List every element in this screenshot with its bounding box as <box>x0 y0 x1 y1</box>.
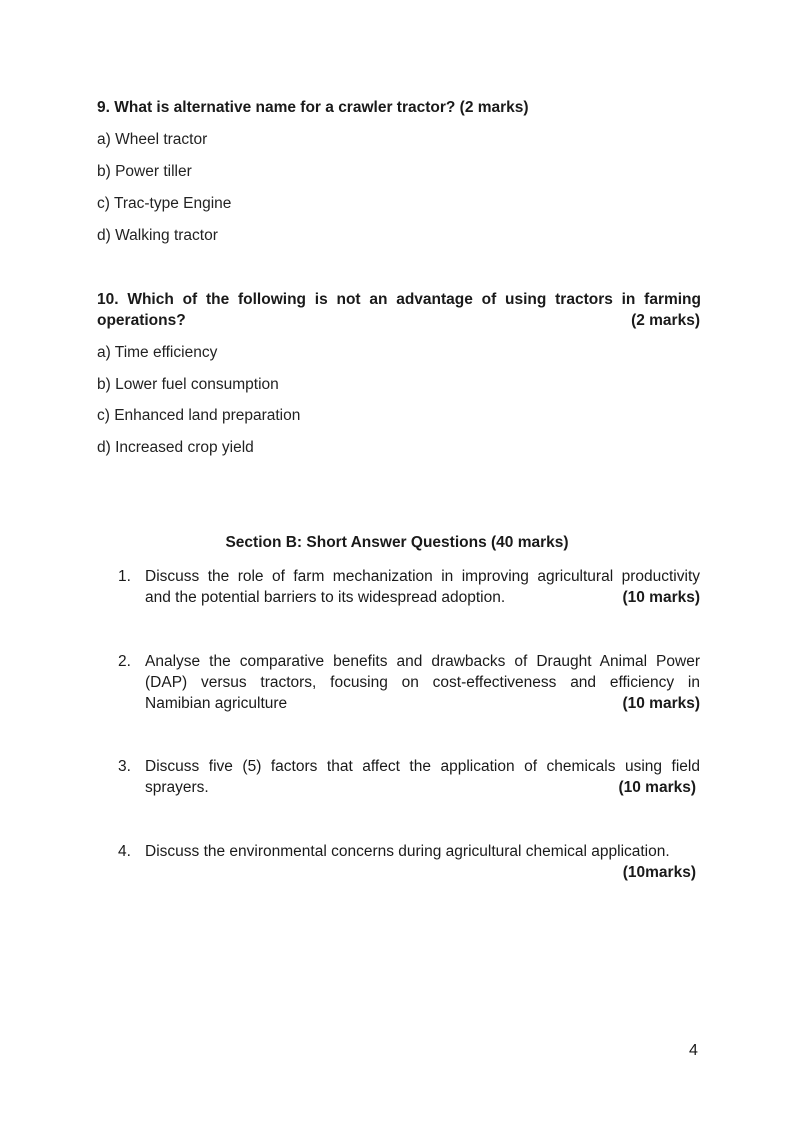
question-text-line1: Discuss five (5) factors that affect the application of chemicals using field <box>145 758 700 775</box>
question-10-option-b: b) Lower fuel consumption <box>97 376 279 393</box>
short-answer-question-1 <box>118 566 700 608</box>
question-10-option-a: a) Time efficiency <box>97 344 218 361</box>
question-marks: (10 marks) <box>618 779 696 796</box>
short-answer-question-3 <box>118 756 700 798</box>
question-10-title-line1: 10. Which of the following is not an advantage of using tractors in farming <box>97 291 701 308</box>
question-text: Namibian agriculture <box>145 695 288 712</box>
question-text: and the potential barriers to its widespread adoption. <box>145 589 506 606</box>
question-9-option-c: c) Trac-type Engine <box>97 195 232 212</box>
question-text-line2 <box>145 777 696 798</box>
question-9-title: 9. What is alternative name for a crawler tractor? (2 marks) <box>97 99 529 116</box>
question-text-line2: (DAP) versus tractors, focusing on cost-effectiveness and efficiency in <box>145 674 700 691</box>
question-10-marks: (2 marks) <box>631 312 700 329</box>
page-number: 4 <box>689 1042 698 1059</box>
question-number: 1. <box>118 568 131 585</box>
question-10-title-line2 <box>97 312 700 330</box>
short-answer-question-2 <box>118 651 700 714</box>
question-10-title-text: operations? <box>97 312 186 329</box>
question-text-line2 <box>145 587 700 608</box>
question-9-option-b: b) Power tiller <box>97 163 192 180</box>
question-10-option-c: c) Enhanced land preparation <box>97 407 301 424</box>
question-number: 2. <box>118 653 131 670</box>
question-text-line1: Discuss the role of farm mechanization in improving agricultural productivity <box>145 568 700 585</box>
question-text-line3 <box>145 693 700 714</box>
question-text: sprayers. <box>145 779 209 796</box>
question-10-option-d: d) Increased crop yield <box>97 439 254 456</box>
question-9-option-a: a) Wheel tractor <box>97 131 208 148</box>
question-number: 3. <box>118 758 131 775</box>
question-text-line1: Analyse the comparative benefits and drawbacks of Draught Animal Power <box>145 653 700 670</box>
question-9-option-d: d) Walking tractor <box>97 227 218 244</box>
question-number: 4. <box>118 843 131 860</box>
question-marks: (10 marks) <box>622 589 700 606</box>
question-marks: (10marks) <box>622 864 696 881</box>
question-marks: (10 marks) <box>622 695 700 712</box>
question-text-line1: Discuss the environmental concerns during agricultural chemical application. <box>145 843 670 860</box>
section-b-title: Section B: Short Answer Questions (40 marks) <box>225 534 569 551</box>
short-answer-question-4 <box>118 841 696 883</box>
